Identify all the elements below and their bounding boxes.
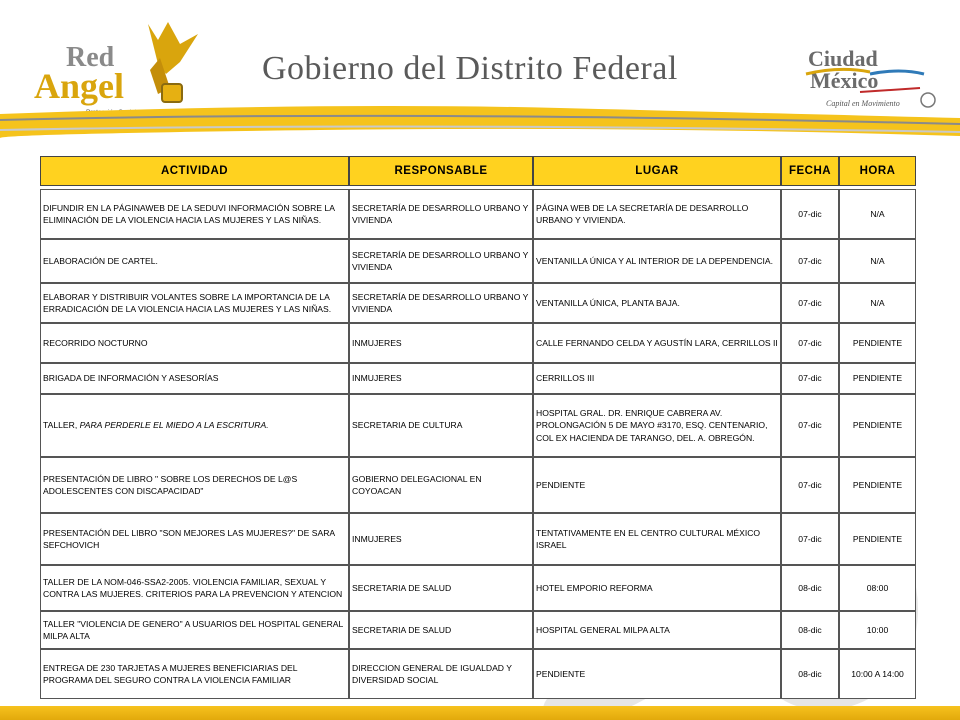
cell-fecha: 07-dic	[781, 283, 839, 323]
cell-actividad	[40, 394, 349, 457]
table-row	[40, 565, 916, 611]
page-header	[0, 0, 960, 118]
logo-text-mexico: México	[810, 68, 879, 93]
cell-responsable: SECRETARIA DE SALUD	[349, 611, 533, 649]
cell-hora: PENDIENTE	[839, 457, 916, 513]
table-row	[40, 457, 916, 513]
cell-responsable: INMUJERES	[349, 513, 533, 565]
page-title: Gobierno del Distrito Federal	[262, 50, 678, 87]
cell-lugar: TENTATIVAMENTE EN EL CENTRO CULTURAL MÉXICO ISRAEL	[533, 513, 781, 565]
cell-hora: N/A	[839, 189, 916, 239]
cell-hora: 08:00	[839, 565, 916, 611]
cell-lugar: CERRILLOS III	[533, 363, 781, 394]
logo-tagline-right: Capital en Movimiento	[826, 99, 900, 108]
column-header-fecha: FECHA	[781, 156, 839, 186]
cell-responsable: GOBIERNO DELEGACIONAL EN COYOACAN	[349, 457, 533, 513]
cell-actividad: PRESENTACIÓN DEL LIBRO "SON MEJORES LAS MUJERES?" DE SARA SEFCHOVICH	[40, 513, 349, 565]
cell-responsable: SECRETARÍA DE DESARROLLO URBANO Y VIVIENDA	[349, 283, 533, 323]
cell-hora: 10:00 A 14:00	[839, 649, 916, 699]
cell-fecha: 08-dic	[781, 565, 839, 611]
cell-responsable: INMUJERES	[349, 363, 533, 394]
cell-responsable: SECRETARÍA DE DESARROLLO URBANO Y VIVIENDA	[349, 189, 533, 239]
cell-fecha: 07-dic	[781, 189, 839, 239]
logo-text-ciudad: Ciudad	[808, 46, 878, 71]
cell-fecha: 07-dic	[781, 239, 839, 283]
footer-bar	[0, 706, 960, 720]
cell-fecha: 07-dic	[781, 394, 839, 457]
activities-table	[40, 156, 916, 699]
logo-text-angel: Angel	[34, 66, 124, 106]
cell-actividad: ELABORACIÓN DE CARTEL.	[40, 239, 349, 283]
logo-text-red: Red	[66, 42, 115, 73]
cell-hora: N/A	[839, 239, 916, 283]
cell-lugar: PENDIENTE	[533, 649, 781, 699]
cell-lugar: HOTEL EMPORIO REFORMA	[533, 565, 781, 611]
cell-hora: 10:00	[839, 611, 916, 649]
cell-fecha: 08-dic	[781, 649, 839, 699]
column-header-hora: HORA	[839, 156, 916, 186]
table-row	[40, 323, 916, 363]
cell-actividad: DIFUNDIR EN LA PÁGINAWEB DE LA SEDUVI INFORMACIÓN SOBRE LA ELIMINACIÓN DE LA VIOLENCIA HACIA LAS MUJERES Y LAS NIÑAS.	[40, 189, 349, 239]
cell-fecha: 07-dic	[781, 323, 839, 363]
table-row	[40, 283, 916, 323]
table-row	[40, 189, 916, 239]
table-header-row	[40, 156, 916, 186]
column-header-actividad: ACTIVIDAD	[40, 156, 349, 186]
cell-actividad: TALLER DE LA NOM-046-SSA2-2005. VIOLENCIA FAMILIAR, SEXUAL Y CONTRA LAS MUJERES. CRITERIOS PARA LA PREVENCION Y ATENCION	[40, 565, 349, 611]
cell-actividad: ELABORAR Y DISTRIBUIR VOLANTES SOBRE LA IMPORTANCIA DE LA ERRADICACIÓN DE LA VIOLENCIA HACIA LAS MUJERES Y LAS NIÑAS.	[40, 283, 349, 323]
cell-hora: PENDIENTE	[839, 323, 916, 363]
cell-lugar: HOSPITAL GENERAL MILPA ALTA	[533, 611, 781, 649]
table-row	[40, 239, 916, 283]
cell-lugar: PENDIENTE	[533, 457, 781, 513]
cell-actividad: BRIGADA DE INFORMACIÓN Y ASESORÍAS	[40, 363, 349, 394]
cell-fecha: 07-dic	[781, 363, 839, 394]
cell-actividad: PRESENTACIÓN DE LIBRO " SOBRE LOS DERECHOS DE L@S ADOLESCENTES CON DISCAPACIDAD"	[40, 457, 349, 513]
table-row	[40, 649, 916, 699]
column-header-responsable: RESPONSABLE	[349, 156, 533, 186]
cell-lugar: HOSPITAL GRAL. DR. ENRIQUE CABRERA AV. PROLONGACIÓN 5 DE MAYO #3170, ESQ. CENTENARIO, COL EX HACIENDA DE TARANGO, DEL. A. OBREGÓN.	[533, 394, 781, 457]
cell-lugar: VENTANILLA ÚNICA Y AL INTERIOR DE LA DEPENDENCIA.	[533, 239, 781, 283]
cell-actividad: RECORRIDO NOCTURNO	[40, 323, 349, 363]
cell-lugar: PÁGINA WEB DE LA SECRETARÍA DE DESARROLLO URBANO Y VIVIENDA.	[533, 189, 781, 239]
cell-lugar: CALLE FERNANDO CELDA Y AGUSTÍN LARA, CERRILLOS II	[533, 323, 781, 363]
cell-actividad: TALLER "VIOLENCIA DE GENERO" A USUARIOS DEL HOSPITAL GENERAL MILPA ALTA	[40, 611, 349, 649]
cell-hora: PENDIENTE	[839, 363, 916, 394]
cell-hora: PENDIENTE	[839, 513, 916, 565]
actividad-prefix: TALLER,	[43, 420, 80, 431]
cell-hora: N/A	[839, 283, 916, 323]
cell-responsable: SECRETARIA DE SALUD	[349, 565, 533, 611]
cell-responsable: SECRETARIA DE CULTURA	[349, 394, 533, 457]
header-swoosh	[0, 96, 960, 146]
table-row	[40, 513, 916, 565]
table-row	[40, 394, 916, 457]
cell-responsable: SECRETARÍA DE DESARROLLO URBANO Y VIVIENDA	[349, 239, 533, 283]
cell-fecha: 07-dic	[781, 457, 839, 513]
cell-fecha: 08-dic	[781, 611, 839, 649]
cell-responsable: DIRECCION GENERAL DE IGUALDAD Y DIVERSIDAD SOCIAL	[349, 649, 533, 699]
cell-actividad: ENTREGA DE 230 TARJETAS A MUJERES BENEFICIARIAS DEL PROGRAMA DEL SEGURO CONTRA LA VIOLENCIA FAMILIAR	[40, 649, 349, 699]
actividad-italic-title: PARA PERDERLE EL MIEDO A LA ESCRITURA.	[79, 420, 269, 431]
cell-fecha: 07-dic	[781, 513, 839, 565]
column-header-lugar: LUGAR	[533, 156, 781, 186]
cell-lugar: VENTANILLA ÚNICA, PLANTA BAJA.	[533, 283, 781, 323]
cell-responsable: INMUJERES	[349, 323, 533, 363]
table-row	[40, 363, 916, 394]
table-row	[40, 611, 916, 649]
cell-hora: PENDIENTE	[839, 394, 916, 457]
